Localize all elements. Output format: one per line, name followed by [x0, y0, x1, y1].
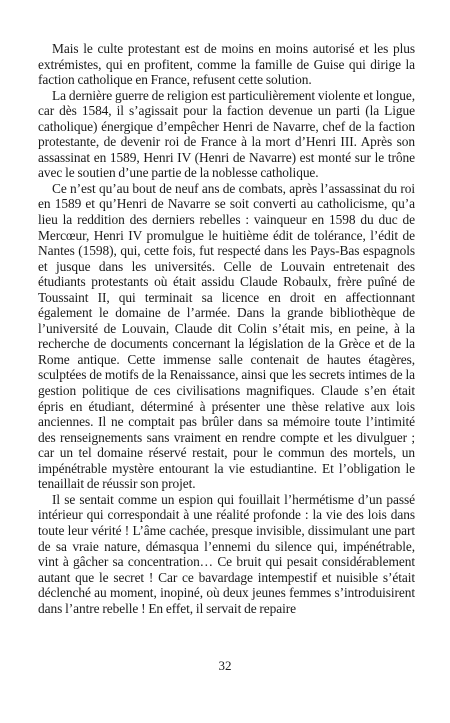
book-page-text	[38, 41, 415, 616]
page-number: 32	[218, 658, 232, 673]
paragraph-4: Il se sentait comme un espion qui fouillait l’hermétisme d’un passé intérieur qui correspondait à une réalité profonde : la vie des lois dans toute leur vérité ! L’âme cachée, presque invisible, dissimulant une part de sa vraie nature, démasqua l’ennemi du silence qui, impénétrable, vint à gâcher sa concentration… Ce bruit qui pesait considérablement autant que le secret ! Car ce bavardage intempestif et nuisible s’était déclenché au moment, inopiné, où deux jeunes femmes s’introduisirent dans l’antre rebelle ! En effet, il servait de repaire	[38, 491, 415, 616]
paragraph-2: La dernière guerre de religion est particulièrement violente et longue, car dès 1584, il s’agissait pour la faction devenue un parti (la Ligue catholique) énergique d’empêcher Henri de Navarre, chef de la faction protestante, de devenir roi de France à la mort d’Henri III. Après son assassinat en 1589, Henri IV (Henri de Navarre) est monté sur le trône avec le soutien d’une partie de la noblesse catholique.	[38, 87, 415, 181]
paragraph-3: Ce n’est qu’au bout de neuf ans de combats, après l’assassinat du roi en 1589 et qu’Henri de Navarre se soit converti au catholicisme, qu’a lieu la reddition des derniers rebelles : vainqueur en 1598 du duc de Mercœur, Henri IV promulgue le huitième édit de tolérance, l’édit de Nantes (1598), qui, cette fois, fut respecté dans les Pays-Bas espagnols et jusque dans les universités. Celle de Louvain entretenait des étudiants protestants où était assidu Claude Robaulx, frère puîné de Toussaint II, qui terminait sa licence en droit en affectionnant également le domaine de l’armée. Dans la grande bibliothèque de l’université de Louvain, Claude dit Colin s’était mis, en peine, à la recherche de documents concernant la législation de la Grèce et de la Rome antique. Cette immense salle contenait de hautes étagères, sculptées de motifs de la Renaissance, ainsi que les secrets intimes de la gestion politique de ces civilisations magnifiques. Claude s’en était épris en étudiant, déterminé à présenter une thèse relative aux lois anciennes. Il ne comptait pas brûler dans sa mémoire toute l’intimité des renseignements sans vraiment en rendre compte et les divulguer ; car un tel domaine réservé restait, pour le commun des mortels, un impénétrable mystère entourant la vie estudiantine. Et l’obligation le tenaillait de réussir son projet.	[38, 180, 415, 492]
paragraph-1: Mais le culte protestant est de moins en moins autorisé et les plus extrémistes, qui en profitent, comme la famille de Guise qui dirige la faction catholique en France, refusent cette solution.	[38, 41, 415, 88]
